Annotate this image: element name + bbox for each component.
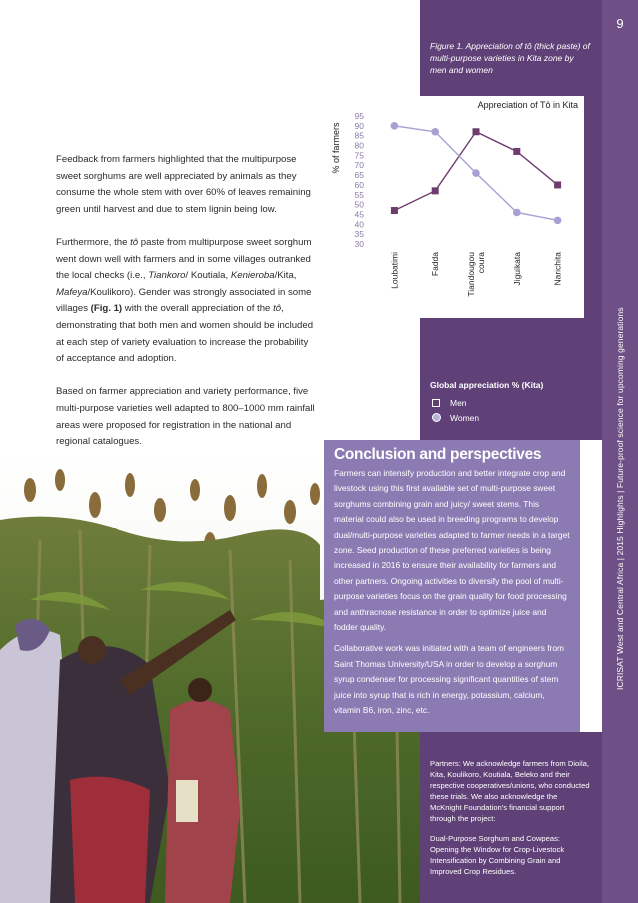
x-tick-label: Jiguikata xyxy=(511,252,522,286)
circle-marker-icon xyxy=(432,413,441,422)
data-point-women xyxy=(472,169,480,177)
text-run: /Koulikoro). Gender was strongly associated in some villages xyxy=(56,286,312,315)
y-tick-label: 80 xyxy=(354,140,364,151)
data-point-men xyxy=(554,181,561,188)
legend-item-women xyxy=(430,410,543,425)
data-point-men xyxy=(473,128,480,135)
text-run: paste from multipurpose sweet sorghum went down well with farmers and in some villages outranked the local checks (i.e., xyxy=(56,236,312,282)
partners-paragraph-2: Dual-Purpose Sorghum and Cowpeas: Opening the Window for Crop-Livestock Intensification by Combining Grain and Improved Crop Residues. xyxy=(430,834,565,876)
data-point-men xyxy=(391,207,398,214)
paragraph-to-paste xyxy=(56,235,318,368)
y-tick-label: 50 xyxy=(354,199,364,210)
y-tick-label: 75 xyxy=(354,150,364,161)
text-run-italic: tô xyxy=(273,303,282,315)
y-tick-label: 35 xyxy=(354,229,364,240)
x-tick-label: Fadda xyxy=(430,252,441,277)
running-head: ICRISAT West and Central Africa | 2015 Highlights | Future-proof science for upcoming generations xyxy=(615,307,625,690)
legend-label-men: Men xyxy=(450,397,467,408)
data-point-women xyxy=(554,217,562,225)
text-run: with the overall appreciation of the xyxy=(122,303,274,315)
conclusion-paragraph-2: Collaborative work was initiated with a team of engineers from Saint Thomas University/USA in order to develop a sorghum syrup condenser for processing significant quantities of stem juice into syrup that is rich in energy, potassium, calcium, vitamin B6, iron, zinc, etc. xyxy=(334,643,564,716)
y-tick-label: 60 xyxy=(354,179,364,190)
partners-paragraph-1: Partners: We acknowledge farmers from Dioila, Kita, Koulikoro, Koutiala, Beleko and their respective cooperatives/unions, who conducted these trials. We also acknowledge the McKnight Foundation's financial support through the project: xyxy=(430,759,590,823)
y-tick-label: 95 xyxy=(354,111,364,121)
data-point-men xyxy=(432,187,439,194)
y-tick-label: 90 xyxy=(354,120,364,131)
conclusion-box xyxy=(324,440,580,732)
y-tick-label: 40 xyxy=(354,219,364,230)
paragraph-feedback: Feedback from farmers highlighted that the multipurpose sweet sorghums are well appreciated by animals as they consume the whole stem with over 60% of leaves remaining green until harvest and due to stem lignin being low. xyxy=(56,154,311,215)
y-axis-label: % of farmers xyxy=(331,122,341,174)
square-marker-icon xyxy=(432,399,440,407)
body-text xyxy=(56,152,318,467)
legend-label-women: Women xyxy=(450,412,480,423)
chart-legend xyxy=(430,380,543,425)
x-tick-label: Loubatimi xyxy=(389,252,400,289)
legend-title: Global appreciation % (Kita) xyxy=(430,380,544,390)
text-run: Furthermore, the xyxy=(56,236,131,248)
y-tick-label: 85 xyxy=(354,130,364,141)
x-tick-label: Tiandougoucoura xyxy=(466,252,486,297)
conclusion-heading: Conclusion and perspectives xyxy=(334,446,542,463)
partners-text xyxy=(430,758,590,886)
figure-reference: (Fig. 1) xyxy=(90,303,123,315)
legend-item-men xyxy=(430,395,543,410)
text-run: / Koutiala, xyxy=(185,270,231,282)
side-bar xyxy=(602,0,638,903)
data-point-women xyxy=(431,128,439,136)
text-run-italic: Kenieroba xyxy=(230,270,275,282)
data-point-women xyxy=(513,209,521,217)
paragraph-registration: Based on farmer appreciation and variety performance, five multi-purpose varieties well adapted to 800–1000 mm rainfall areas were proposed for registration in the national and regional catalogues. xyxy=(56,386,315,448)
conclusion-paragraph-1: Farmers can intensify production and better integrate crop and livestock using this first available set of multi-purpose sweet sorghums combining grain and juicy/ sweet stems. This material could also be used in breeding programs to develop dual/multi-purpose varieties adapted to farmer needs in a target zone. Seed production of these preferred varieties is being increased in 2016 to ensure their availability for farmers and other partners. Ongoing activities to diversify the pool of multi-purpose varieties focus on the grain quality for food processing and anthracnose resistance in order to optimize juice and fodder quality. xyxy=(334,468,570,633)
y-tick-label: 30 xyxy=(354,239,364,249)
text-run-italic: tô xyxy=(130,236,139,248)
page-number: 9 xyxy=(616,16,624,31)
y-tick-label: 65 xyxy=(354,170,364,181)
data-point-women xyxy=(391,122,399,130)
chart-area xyxy=(328,96,584,318)
chart-title: Appreciation of Tô in Kita xyxy=(477,100,578,110)
text-run: , demonstrating that both men and women should be included at each step of variety evaluation to increase the probability of acceptance and adoption. xyxy=(56,303,314,365)
text-run: /Kita, xyxy=(274,270,297,282)
x-tick-label: Narichita xyxy=(552,252,563,286)
data-point-men xyxy=(513,148,520,155)
text-run-italic: Tiankoro xyxy=(148,270,186,282)
y-tick-label: 55 xyxy=(354,189,364,200)
line-chart xyxy=(328,96,584,318)
text-run-italic: Mafeya xyxy=(56,286,88,298)
y-tick-label: 45 xyxy=(354,209,364,220)
figure-caption: Figure 1. Appreciation of tô (thick paste) of multi-purpose varieties in Kita zone by men and women xyxy=(430,41,590,75)
y-tick-label: 70 xyxy=(354,160,364,171)
